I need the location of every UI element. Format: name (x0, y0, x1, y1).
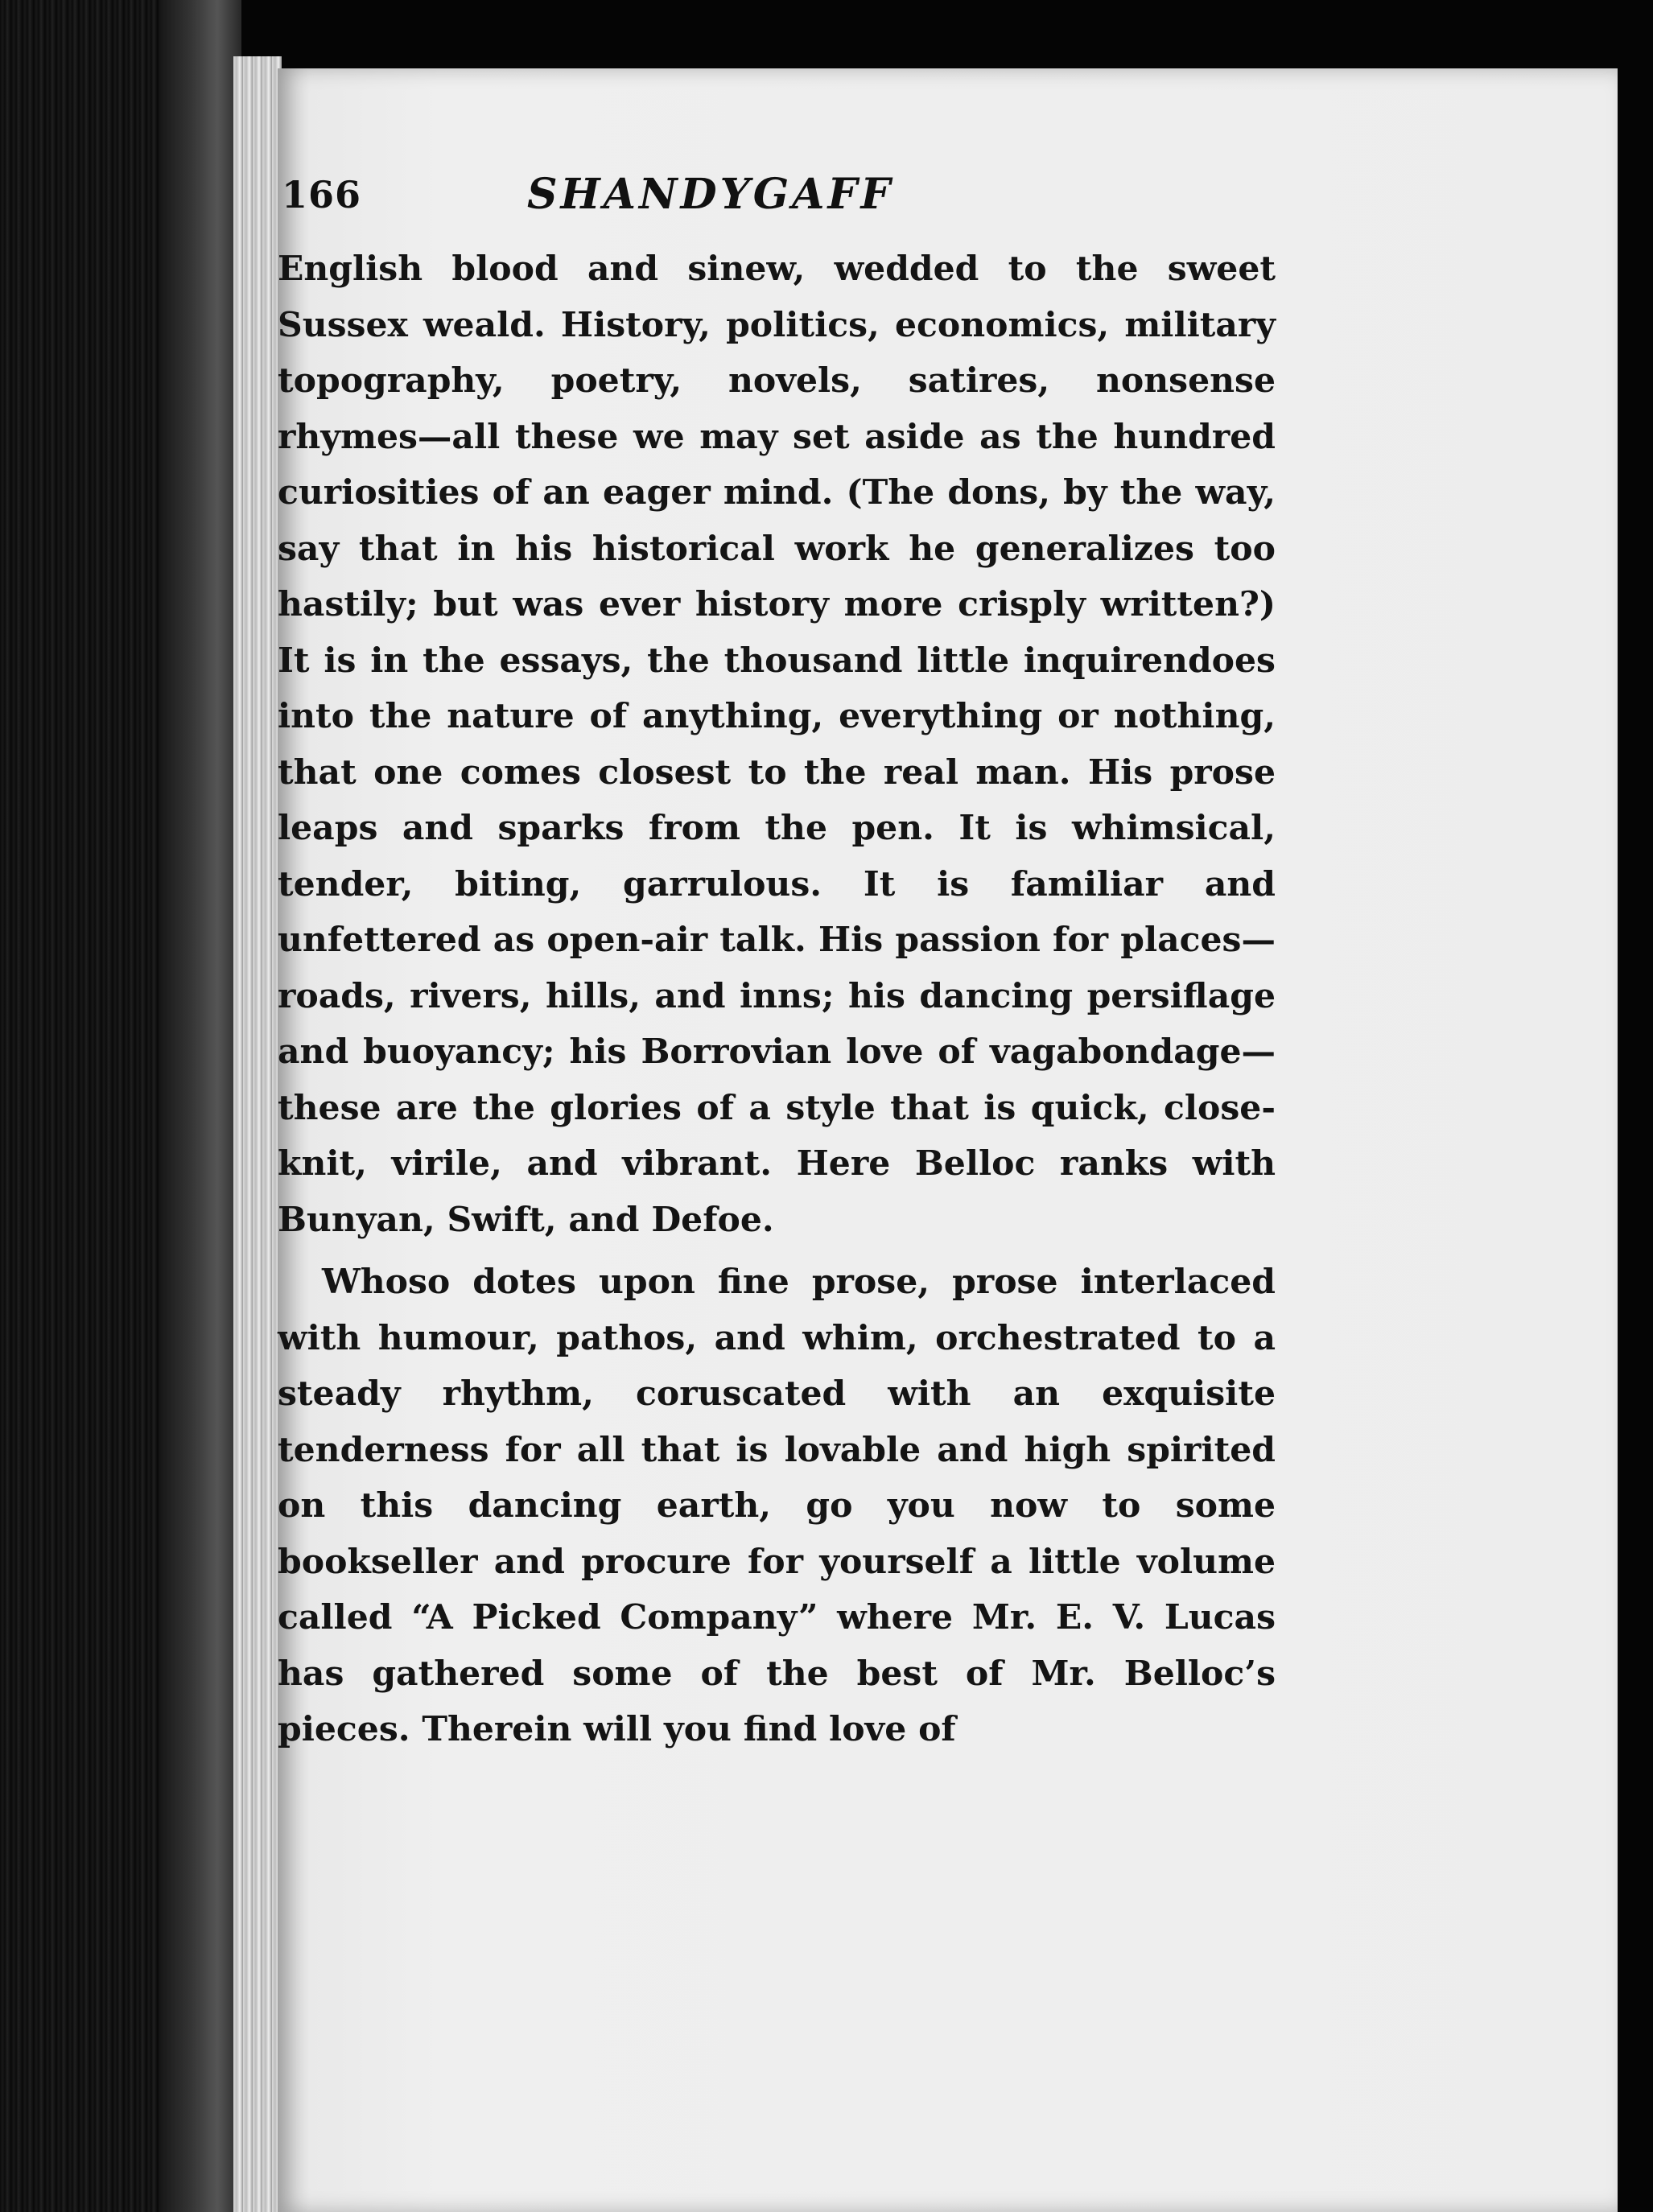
running-title: SHANDYGAFF (527, 170, 894, 219)
body-text (278, 241, 1276, 1758)
book-binding (0, 0, 241, 2212)
paragraph-1: English blood and sinew, wedded to the sweet Sussex weald. History, politics, economics, military topography, poetry, novels, satires, nonsense rhymes—all these we may set aside as the hundred curiosities of an eager mind. (The dons, by the way, say that in his historical work he generalizes too hastily; but was ever history more crisply written?) It is in the essays, the thousand little inquirendoes into the nature of anything, everything or nothing, that one comes closest to the real man. His prose leaps and sparks from the pen. It is whimsical, tender, biting, garrulous. It is familiar and unfettered as open-air talk. His passion for places—roads, rivers, hills, and inns; his dancing persiflage and buoyancy; his Borrovian love of vagabondage—these are the glories of a style that is quick, close-knit, virile, and vibrant. Here Belloc ranks with Bunyan, Swift, and Defoe. (278, 249, 1276, 1240)
page-number: 166 (282, 173, 362, 216)
paragraph-2: Whoso dotes upon fine prose, prose interlaced with humour, pathos, and whim, orchestrated to a steady rhythm, coruscated with an exquisite tenderness for all that is lovable and high spirited on this dancing earth, go you now to some bookseller and procure for yourself a little volume called “A Picked Company” where Mr. E. V. Lucas has gathered some of the best of Mr. Belloc’s pieces. Therein will you find love of (278, 1262, 1276, 1749)
page-edges (233, 56, 282, 2212)
